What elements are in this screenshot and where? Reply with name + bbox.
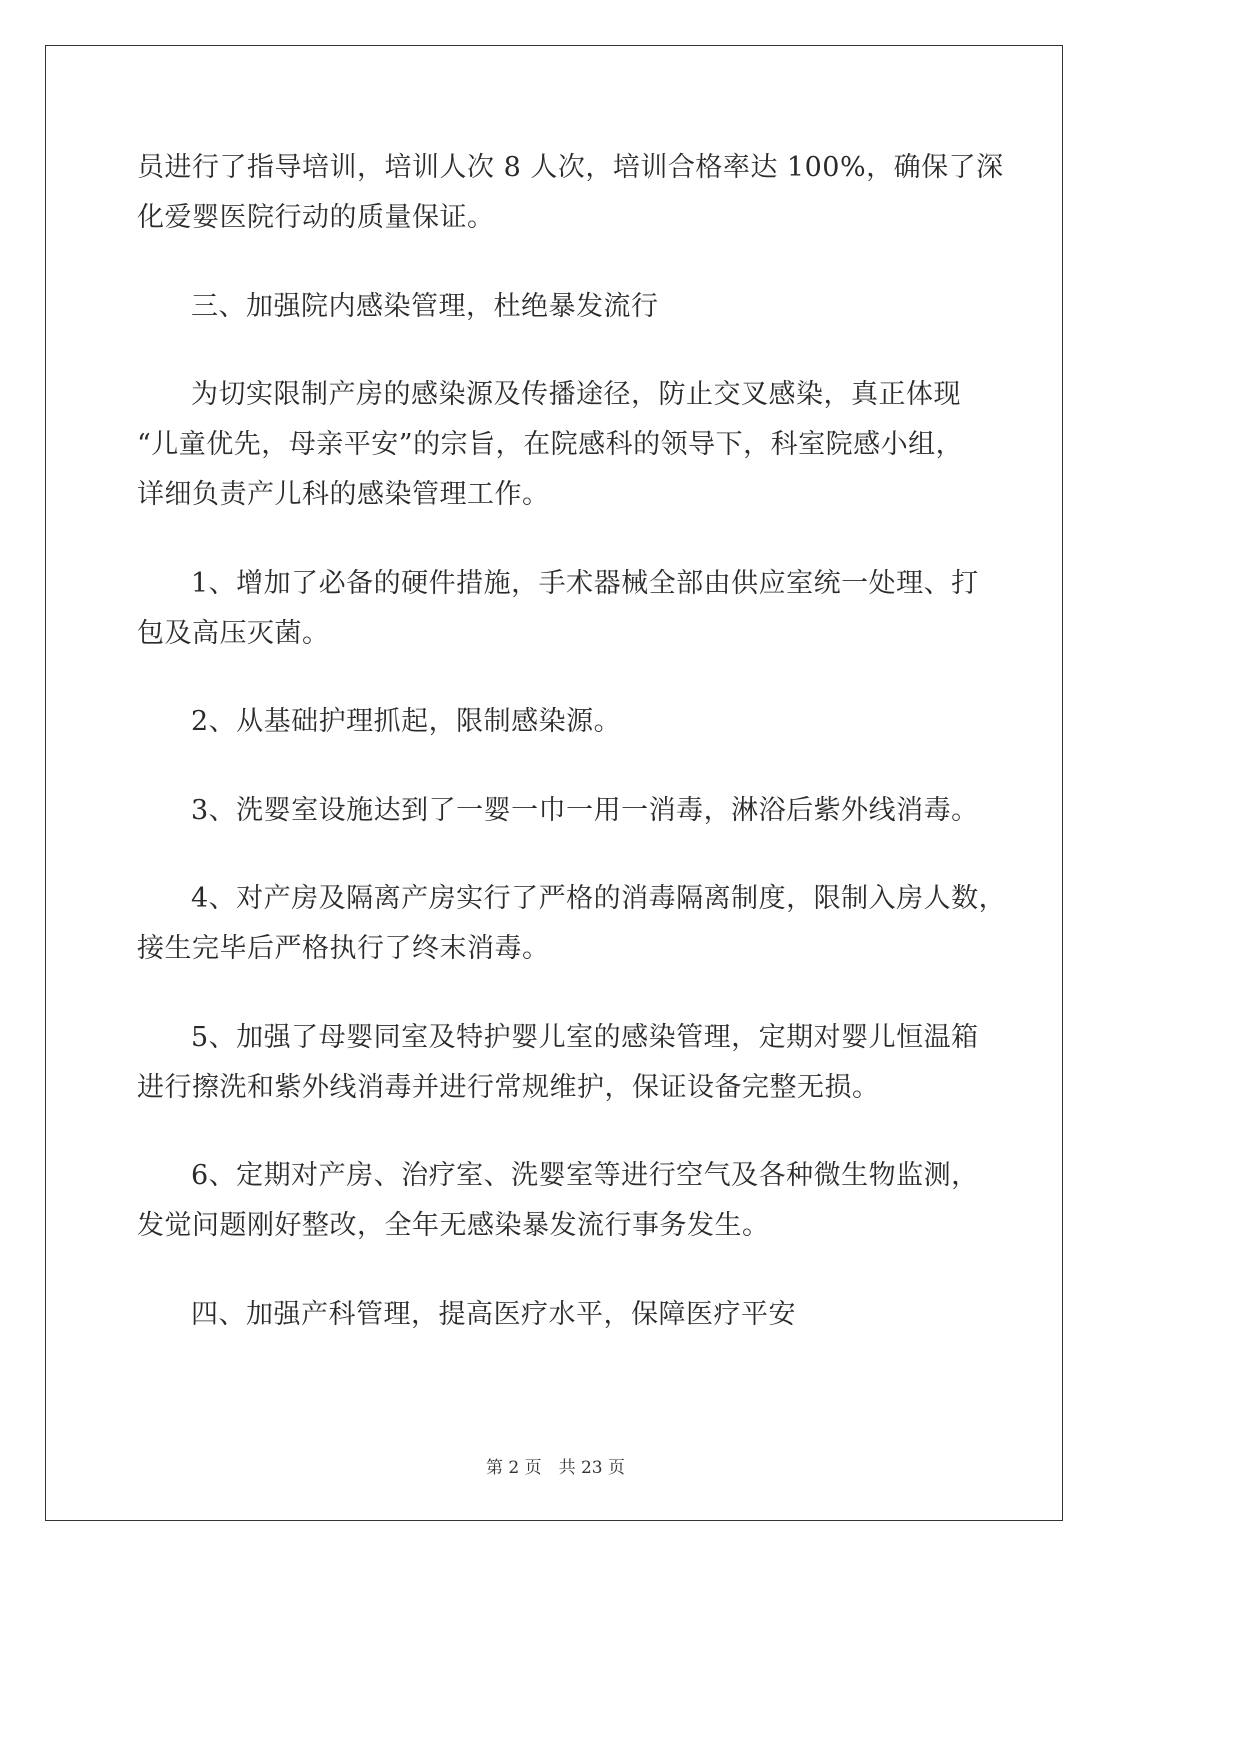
text-line: 1、增加了必备的硬件措施，手术器械全部由供应室统一处理、打 xyxy=(191,567,979,599)
text-line: 6、定期对产房、治疗室、洗婴室等进行空气及各种微生物监测， xyxy=(191,1160,979,1191)
paragraph xyxy=(137,786,977,836)
text-line: 接生完毕后严格执行了终末消毒。 xyxy=(137,933,550,964)
section-heading xyxy=(137,282,977,332)
text-line: 发觉问题刚好整改，全年无感染暴发流行事务发生。 xyxy=(137,1210,770,1241)
section-heading xyxy=(137,1290,977,1340)
text-line: 员进行了指导培训，培训人次 8 人次，培训合格率达 100%，确保了深 xyxy=(137,152,1004,183)
text-line: 化爱婴医院行动的质量保证。 xyxy=(137,202,495,233)
text-line: 4、对产房及隔离产房实行了严格的消毒隔离制度，限制入房人数， xyxy=(191,883,1007,914)
paragraph xyxy=(137,1013,977,1113)
text-line: 四、加强产科管理，提高医疗水平，保障医疗平安 xyxy=(191,1298,796,1330)
document-body xyxy=(137,143,1007,1340)
text-line: 包及高压灭菌。 xyxy=(137,617,330,649)
text-line: “儿童优先，母亲平安”的宗旨，在院感科的领导下，科室院感小组， xyxy=(137,429,964,460)
text-line: 5、加强了母婴同室及特护婴儿室的感染管理，定期对婴儿恒温箱 xyxy=(191,1021,979,1053)
page-number-footer: 第 2 页 共 23 页 xyxy=(485,1458,626,1478)
paragraph xyxy=(137,697,977,747)
text-line: 三、加强院内感染管理，杜绝暴发流行 xyxy=(191,290,659,322)
paragraph xyxy=(137,370,977,520)
paragraph xyxy=(137,874,1007,974)
text-line: 3、洗婴室设施达到了一婴一巾一用一消毒，淋浴后紫外线消毒。 xyxy=(191,794,979,826)
text-line: 详细负责产儿科的感染管理工作。 xyxy=(137,479,550,510)
text-line: 为切实限制产房的感染源及传播途径，防止交叉感染，真正体现 xyxy=(191,379,961,410)
paragraph xyxy=(137,559,977,659)
text-line: 2、从基础护理抓起，限制感染源。 xyxy=(191,706,622,737)
text-line: 进行擦洗和紫外线消毒并进行常规维护，保证设备完整无损。 xyxy=(137,1071,880,1103)
paragraph xyxy=(137,143,1004,243)
paragraph xyxy=(137,1151,977,1251)
